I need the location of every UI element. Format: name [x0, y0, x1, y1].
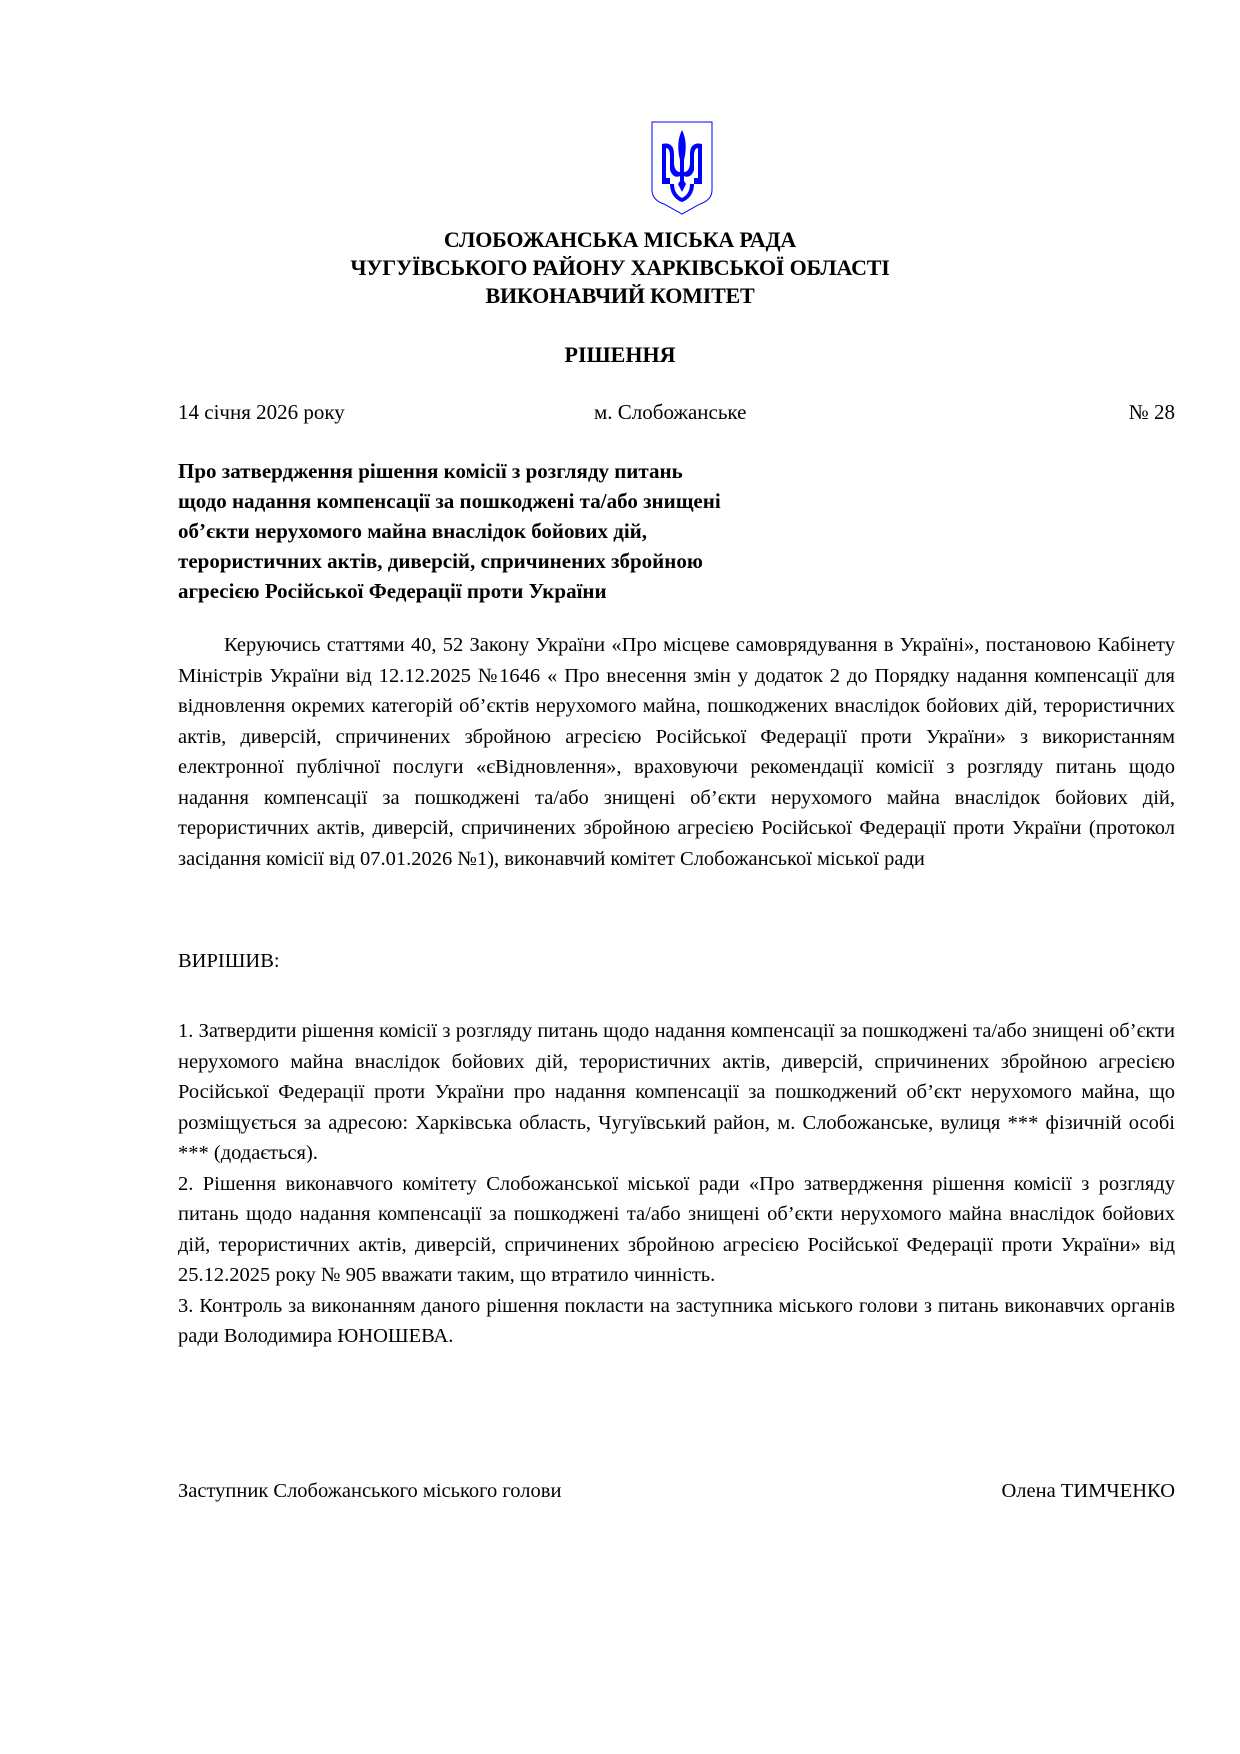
subject-line: терористичних актів, диверсій, спричинених збройною	[178, 549, 703, 573]
signature-block	[178, 1480, 1175, 1510]
district-name: ЧУГУЇВСЬКОГО РАЙОНУ ХАРКІВСЬКОЇ ОБЛАСТІ	[350, 255, 890, 280]
document-type-title: РІШЕННЯ	[564, 342, 676, 367]
council-name: СЛОБОЖАНСЬКА МІСЬКА РАДА	[443, 227, 797, 252]
document-meta-line	[178, 400, 1175, 430]
document-number: № 28	[1128, 400, 1175, 424]
resolved-label: ВИРІШИВ:	[178, 950, 280, 972]
decision-item-2: 2. Рішення виконавчого комітету Слобожанської міської ради «Про затвердження рішення комісії з розгляду питань щодо надання компенсації за пошкоджені та/або знищені об’єкти нерухомого майна внаслідок бойових дій, терористичних актів, диверсій, спричинених збройною агресією Російської Федерації проти України» від 25.12.2025 року № 905 вважати таким, що втратило чинність.	[178, 1172, 1175, 1286]
decision-items	[178, 1016, 1175, 1352]
decision-subject	[178, 456, 858, 606]
document-city: м. Слобожанське	[594, 400, 747, 424]
committee-name: ВИКОНАВЧИЙ КОМІТЕТ	[485, 283, 755, 308]
subject-line: агресією Російської Федерації проти України	[178, 579, 607, 603]
subject-line: об’єкти нерухомого майна внаслідок бойових дій,	[178, 519, 648, 543]
decision-item-1: 1. Затвердити рішення комісії з розгляду питань щодо надання компенсації за пошкоджені та/або знищені об’єкти нерухомого майна внаслідок бойових дій, терористичних актів, диверсій, спричинених збройною агресією Російської Федерації проти України про надання компенсації за пошкоджений об’єкт нерухомого майна, що розміщується за адресою: Харківська область, Чугуївський район, м. Слобожанське, вулиця *** фізичній особі *** (додається).	[178, 1020, 1175, 1164]
subject-line: щодо надання компенсації за пошкоджені та/або знищені	[178, 489, 721, 513]
signatory-position: Заступник Слобожанського міського голови	[178, 1480, 562, 1502]
signatory-name: Олена ТИМЧЕНКО	[1001, 1480, 1175, 1502]
decision-item-3: 3. Контроль за виконанням даного рішення покласти на заступника міського голови з питань виконавчих органів ради Володимира ЮНОШЕВА.	[178, 1294, 1175, 1347]
preamble-paragraph: Керуючись статтями 40, 52 Закону України «Про місцеве самоврядування в Україні», постановою Кабінету Міністрів України від 12.12.2025 №1646 « Про внесення змін у додаток 2 до Порядку надання компенсації для відновлення окремих категорій об’єктів нерухомого майна, пошкоджених внаслідок бойових дій, терористичних актів, диверсій, спричинених збройною агресією Російської Федерації проти України» з використанням електронної публічної послуги «єВідновлення», враховуючи рекомендації комісії з розгляду питань щодо надання компенсації за пошкоджені та/або знищені об’єкти нерухомого майна внаслідок бойових дій, терористичних актів, диверсій, спричинених збройною агресією Російської Федерації проти України (протокол засідання комісії від 07.01.2026 №1), виконавчий комітет Слобожанської міської ради	[178, 634, 1175, 870]
trident-coat-of-arms-icon	[650, 120, 714, 216]
document-date: 14 січня 2026 року	[178, 400, 345, 424]
subject-line: Про затвердження рішення комісії з розгляду питань	[178, 459, 683, 483]
